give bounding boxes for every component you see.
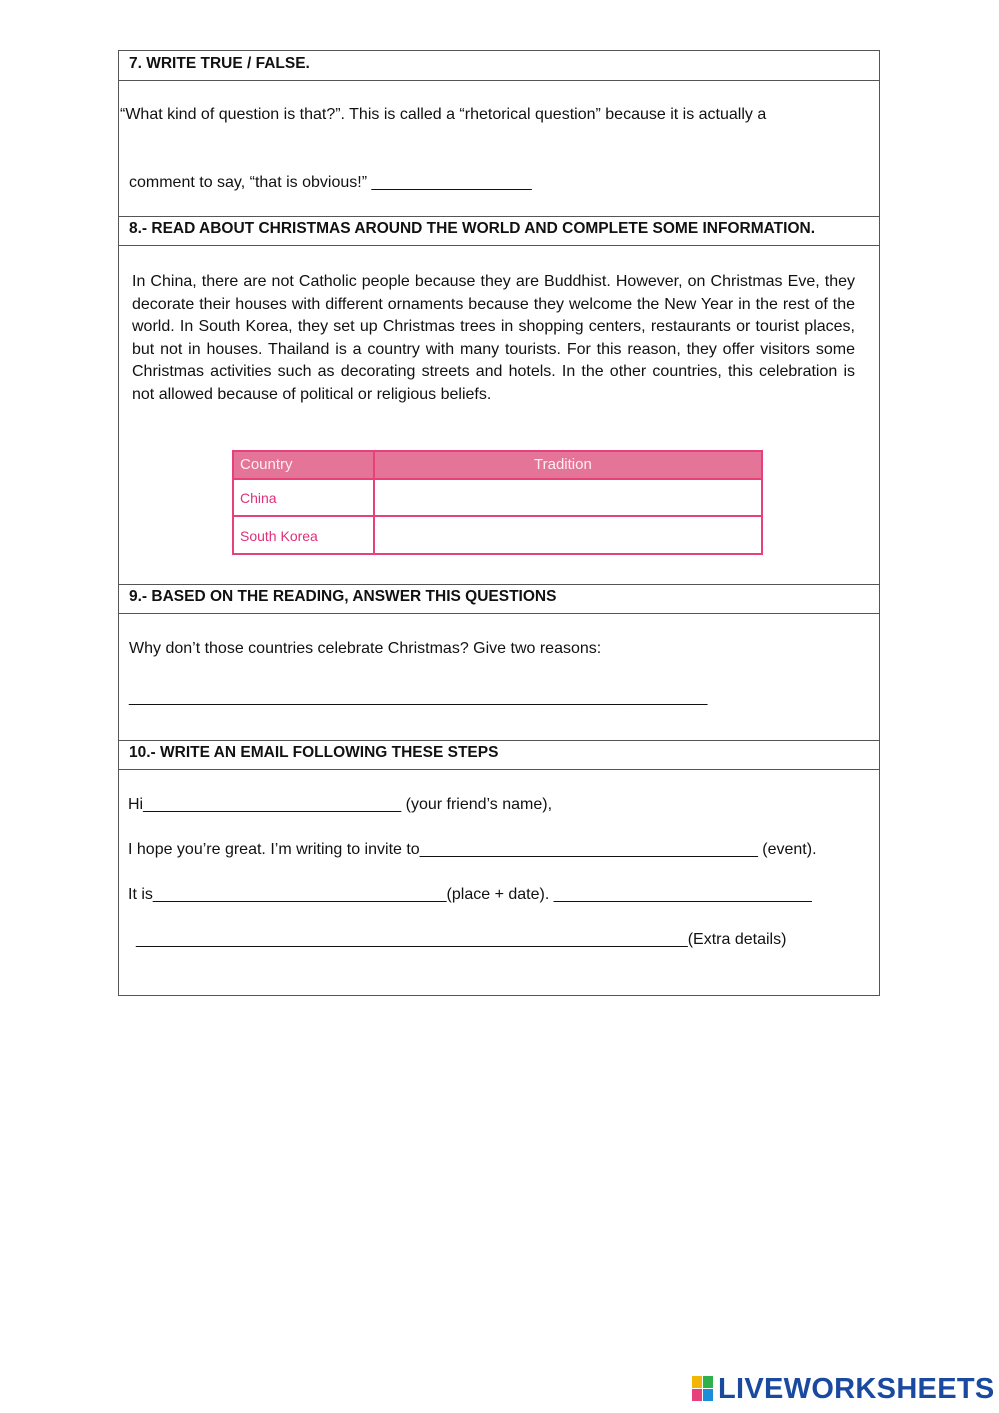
worksheet-frame [118,50,880,996]
divider [119,80,879,81]
col-country-header: Country [240,456,293,473]
tradition-table [232,450,763,555]
divider [119,613,879,614]
table-row-tradition-input[interactable] [384,520,754,550]
q8-header: 8.- READ ABOUT CHRISTMAS AROUND THE WORLD AND COMPLETE SOME INFORMATION. [129,220,815,237]
email-invite-line[interactable]: I hope you’re great. I’m writing to invite to______________________________________ (event). [128,841,817,858]
q10-header: 10.- WRITE AN EMAIL FOLLOWING THESE STEPS [129,744,499,761]
q9-header: 9.- BASED ON THE READING, ANSWER THIS QUESTIONS [129,588,557,605]
divider [119,216,879,217]
q7-header: 7. WRITE TRUE / FALSE. [129,55,310,72]
table-column-divider [373,452,375,553]
col-tradition-header: Tradition [534,456,592,473]
table-row-country: South Korea [240,528,318,544]
divider [119,245,879,246]
q8-reading-paragraph: In China, there are not Catholic people because they are Buddhist. However, on Christmas Eve, they decorate their houses with different ornaments because they welcome the New Year in the rest of the world. In South Korea, they set up Christmas trees in shopping centers, restaurants or tourist places, but not in houses. Thailand is a country with many tourists. For this reason, they offer visitors some Christmas activities such as decorating streets and hotels. In the other countries, this celebration is not allowed because of political or religious beliefs. [132,273,855,403]
table-row-tradition-input[interactable] [384,482,754,512]
q7-statement-line2[interactable]: comment to say, “that is obvious!” __________________ [129,174,532,191]
liveworksheets-logo [692,1372,995,1406]
liveworksheets-logo-icon [692,1376,714,1402]
table-row-country: China [240,490,277,506]
liveworksheets-logo-text: LIVEWORKSHEETS [718,1372,995,1405]
q9-question: Why don’t those countries celebrate Christmas? Give two reasons: [129,640,602,657]
divider [119,769,879,770]
email-extra-details-line[interactable]: ______________________________________________________________(Extra details) [136,931,787,948]
table-divider [234,515,761,517]
q9-answer-line[interactable]: _________________________________________________________________ [129,689,708,706]
divider [119,584,879,585]
divider [119,740,879,741]
email-greeting-line[interactable]: Hi_____________________________ (your friend’s name), [128,796,553,813]
q7-statement-line1: “What kind of question is that?”. This is called a “rhetorical question” because it is actually a [120,106,767,123]
email-place-date-line[interactable]: It is_________________________________(place + date). _____________________________ [128,886,812,903]
table-divider [234,478,761,480]
tradition-table-header [234,452,761,479]
